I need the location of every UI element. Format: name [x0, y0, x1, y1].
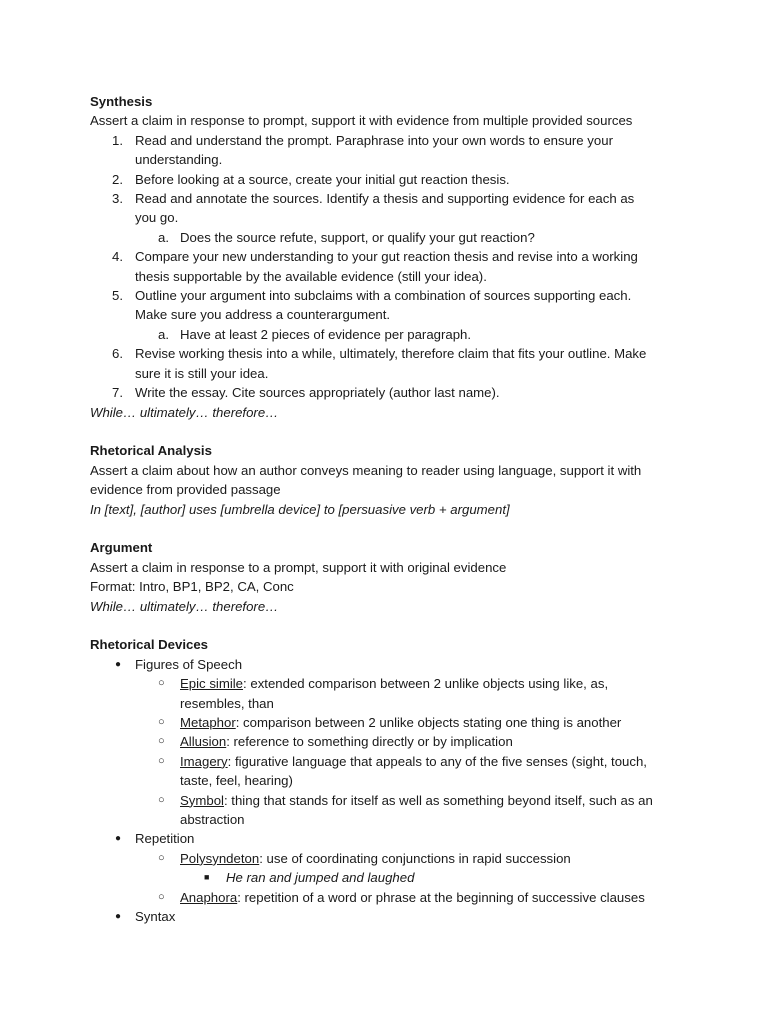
- bullet-disc-icon: ●: [115, 658, 122, 670]
- step-text-line: Read and annotate the sources. Identify a thesis and supporting evidence for each as: [135, 191, 635, 207]
- synthesis-step-5-subitem: [90, 325, 690, 344]
- synthesis-step-3: [90, 189, 690, 228]
- device-definition: : use of coordinating conjunctions in rapid succession: [259, 850, 571, 866]
- step-text-line: Read and understand the prompt. Paraphrase into your own words to ensure your: [135, 132, 613, 148]
- synthesis-step-7: [90, 383, 690, 402]
- bullet-circle-icon: ○: [158, 677, 165, 690]
- bullet-circle-icon: ○: [158, 793, 165, 806]
- device-definition-continued: taste, feel, hearing): [180, 773, 293, 789]
- device-item-symbol: [90, 791, 690, 830]
- device-definition: : figurative language that appeals to any of the five senses (sight, touch,: [227, 753, 647, 769]
- step-number: 3.: [112, 191, 123, 207]
- bullet-circle-icon: ○: [158, 890, 165, 903]
- bullet-disc-icon: ●: [115, 833, 122, 845]
- synthesis-step-2: [90, 170, 690, 189]
- device-item-allusion: [90, 732, 690, 751]
- device-definition: : reference to something directly or by implication: [226, 734, 513, 750]
- device-definition: : comparison between 2 unlike objects stating one thing is another: [235, 714, 622, 730]
- step-text-line: Revise working thesis into a while, ultimately, therefore claim that fits your outline. Make: [135, 346, 647, 362]
- argument-heading: Argument: [90, 540, 153, 556]
- bullet-disc-icon: ●: [115, 911, 122, 923]
- argument-definition: Assert a claim in response to a prompt, support it with original evidence: [90, 559, 507, 575]
- step-text-line: Outline your argument into subclaims with a combination of sources supporting each.: [135, 288, 632, 304]
- section-spacer: [90, 422, 690, 441]
- step-text-line: Before looking at a source, create your initial gut reaction thesis.: [135, 171, 510, 187]
- step-number: 2.: [112, 171, 123, 187]
- device-item-anaphora: [90, 888, 690, 907]
- step-number: 1.: [112, 132, 123, 148]
- device-definition: : thing that stands for itself as well as something beyond itself, such as an: [223, 792, 653, 808]
- device-group-repetition: [90, 829, 690, 848]
- substep-text: Does the source refute, support, or qualify your gut reaction?: [180, 229, 535, 245]
- step-number: 7.: [112, 385, 123, 401]
- step-text-line: Write the essay. Cite sources appropriately (author last name).: [135, 385, 500, 401]
- synthesis-step-4: [90, 247, 690, 286]
- step-text-line: you go.: [135, 210, 179, 226]
- device-term: Symbol: [180, 792, 224, 808]
- substep-text: Have at least 2 pieces of evidence per paragraph.: [180, 326, 472, 342]
- step-text-line: sure it is still your idea.: [135, 365, 269, 381]
- device-group-label: Figures of Speech: [135, 656, 243, 672]
- argument-format: Format: Intro, BP1, BP2, CA, Conc: [90, 579, 294, 595]
- device-example-polysyndeton: [90, 868, 690, 887]
- step-text-line: understanding.: [135, 152, 223, 168]
- synthesis-step-5: [90, 286, 690, 325]
- synthesis-step-3-subitem: [90, 228, 690, 247]
- bullet-square-icon: ■: [204, 872, 210, 883]
- step-text-line: Make sure you address a counterargument.: [135, 307, 391, 323]
- bullet-circle-icon: ○: [158, 851, 165, 864]
- step-text-line: thesis supportable by the available evidence (still your idea).: [135, 268, 487, 284]
- synthesis-definition: Assert a claim in response to prompt, support it with evidence from multiple provided sources: [90, 113, 633, 129]
- device-term: Epic simile: [180, 676, 244, 692]
- rhetorical-analysis-definition-line: Assert a claim about how an author conveys meaning to reader using language, support it with: [90, 462, 642, 478]
- argument-formula: While… ultimately… therefore…: [90, 598, 279, 614]
- rhetorical-analysis-definition-line: evidence from provided passage: [90, 482, 281, 498]
- document-content: [90, 92, 690, 926]
- substep-letter: a.: [158, 326, 169, 342]
- synthesis-step-6: [90, 344, 690, 383]
- device-term: Anaphora: [180, 889, 238, 905]
- device-group-figures-of-speech: [90, 655, 690, 674]
- device-item-epic-simile: [90, 674, 690, 713]
- step-number: 5.: [112, 288, 123, 304]
- device-definition-continued: resembles, than: [180, 695, 274, 711]
- device-definition: : extended comparison between 2 unlike objects using like, as,: [243, 676, 609, 692]
- section-spacer: [90, 616, 690, 635]
- rhetorical-analysis-heading: Rhetorical Analysis: [90, 443, 212, 459]
- device-item-metaphor: [90, 713, 690, 732]
- device-term: Imagery: [180, 753, 228, 769]
- synthesis-formula: While… ultimately… therefore…: [90, 404, 279, 420]
- device-group-label: Syntax: [135, 909, 176, 925]
- substep-letter: a.: [158, 229, 169, 245]
- rhetorical-analysis-template: In [text], [author] uses [umbrella device] to [persuasive verb + argument]: [90, 501, 510, 517]
- synthesis-heading: Synthesis: [90, 94, 153, 109]
- rhetorical-devices-heading: Rhetorical Devices: [90, 637, 209, 653]
- device-group-syntax: [90, 907, 690, 926]
- device-definition-continued: abstraction: [180, 811, 245, 827]
- device-definition: : repetition of a word or phrase at the beginning of successive clauses: [237, 889, 645, 905]
- device-example: He ran and jumped and laughed: [226, 870, 415, 886]
- device-item-polysyndeton: [90, 849, 690, 868]
- device-item-imagery: [90, 752, 690, 791]
- device-term: Polysyndeton: [180, 850, 260, 866]
- step-text-line: Compare your new understanding to your gut reaction thesis and revise into a working: [135, 249, 638, 265]
- device-group-label: Repetition: [135, 831, 195, 847]
- bullet-circle-icon: ○: [158, 735, 165, 748]
- step-number: 6.: [112, 346, 123, 362]
- synthesis-step-1: [90, 131, 690, 170]
- device-term: Allusion: [180, 734, 227, 750]
- device-term: Metaphor: [180, 714, 236, 730]
- bullet-circle-icon: ○: [158, 754, 165, 767]
- section-spacer: [90, 519, 690, 538]
- bullet-circle-icon: ○: [158, 715, 165, 728]
- step-number: 4.: [112, 249, 123, 265]
